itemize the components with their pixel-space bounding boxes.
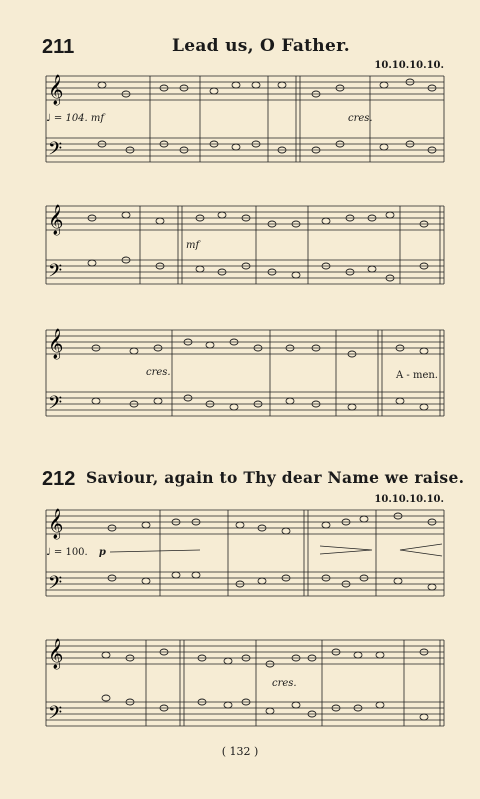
svg-text:𝄢: 𝄢: [48, 703, 63, 728]
hymn-number: 211: [42, 36, 75, 58]
cres-marking: cres.: [146, 367, 171, 378]
hymn-title: Lead us, O Father.: [172, 36, 350, 56]
music-system-211-3: [0, 320, 480, 432]
hymn-number: 212: [42, 468, 76, 490]
hymn-meter: 10.10.10.10.: [374, 60, 444, 71]
tempo-marking: ♩ = 100. p: [46, 547, 106, 558]
svg-text:𝄢: 𝄢: [48, 393, 63, 418]
page-number: ( 132 ): [221, 745, 259, 758]
mf-marking: mf: [186, 240, 200, 251]
svg-text:𝄞: 𝄞: [48, 329, 64, 359]
hymn-meter: 10.10.10.10.: [374, 494, 444, 505]
cres-marking: cres.: [272, 678, 297, 689]
music-system-212-2: [0, 630, 480, 738]
svg-text:𝄢: 𝄢: [48, 139, 63, 164]
music-system-212-1: [0, 500, 480, 612]
hymn-title: Saviour, again to Thy dear Name we raise.: [86, 468, 465, 487]
cres-marking: cres.: [348, 113, 373, 124]
amen-lyric: A - men.: [396, 370, 438, 381]
svg-text:𝄢: 𝄢: [48, 573, 63, 598]
svg-text:𝄞: 𝄞: [48, 75, 64, 105]
svg-text:𝄞: 𝄞: [48, 509, 64, 539]
music-system-211-1: [0, 66, 480, 174]
music-system-211-2: [0, 196, 480, 300]
svg-text:𝄞: 𝄞: [48, 639, 64, 669]
score-staves: [0, 196, 480, 300]
tempo-marking: ♩ = 104. mf: [46, 113, 105, 124]
svg-text:𝄞: 𝄞: [48, 205, 64, 235]
svg-text:𝄢: 𝄢: [48, 261, 63, 286]
score-staves: [0, 630, 480, 738]
